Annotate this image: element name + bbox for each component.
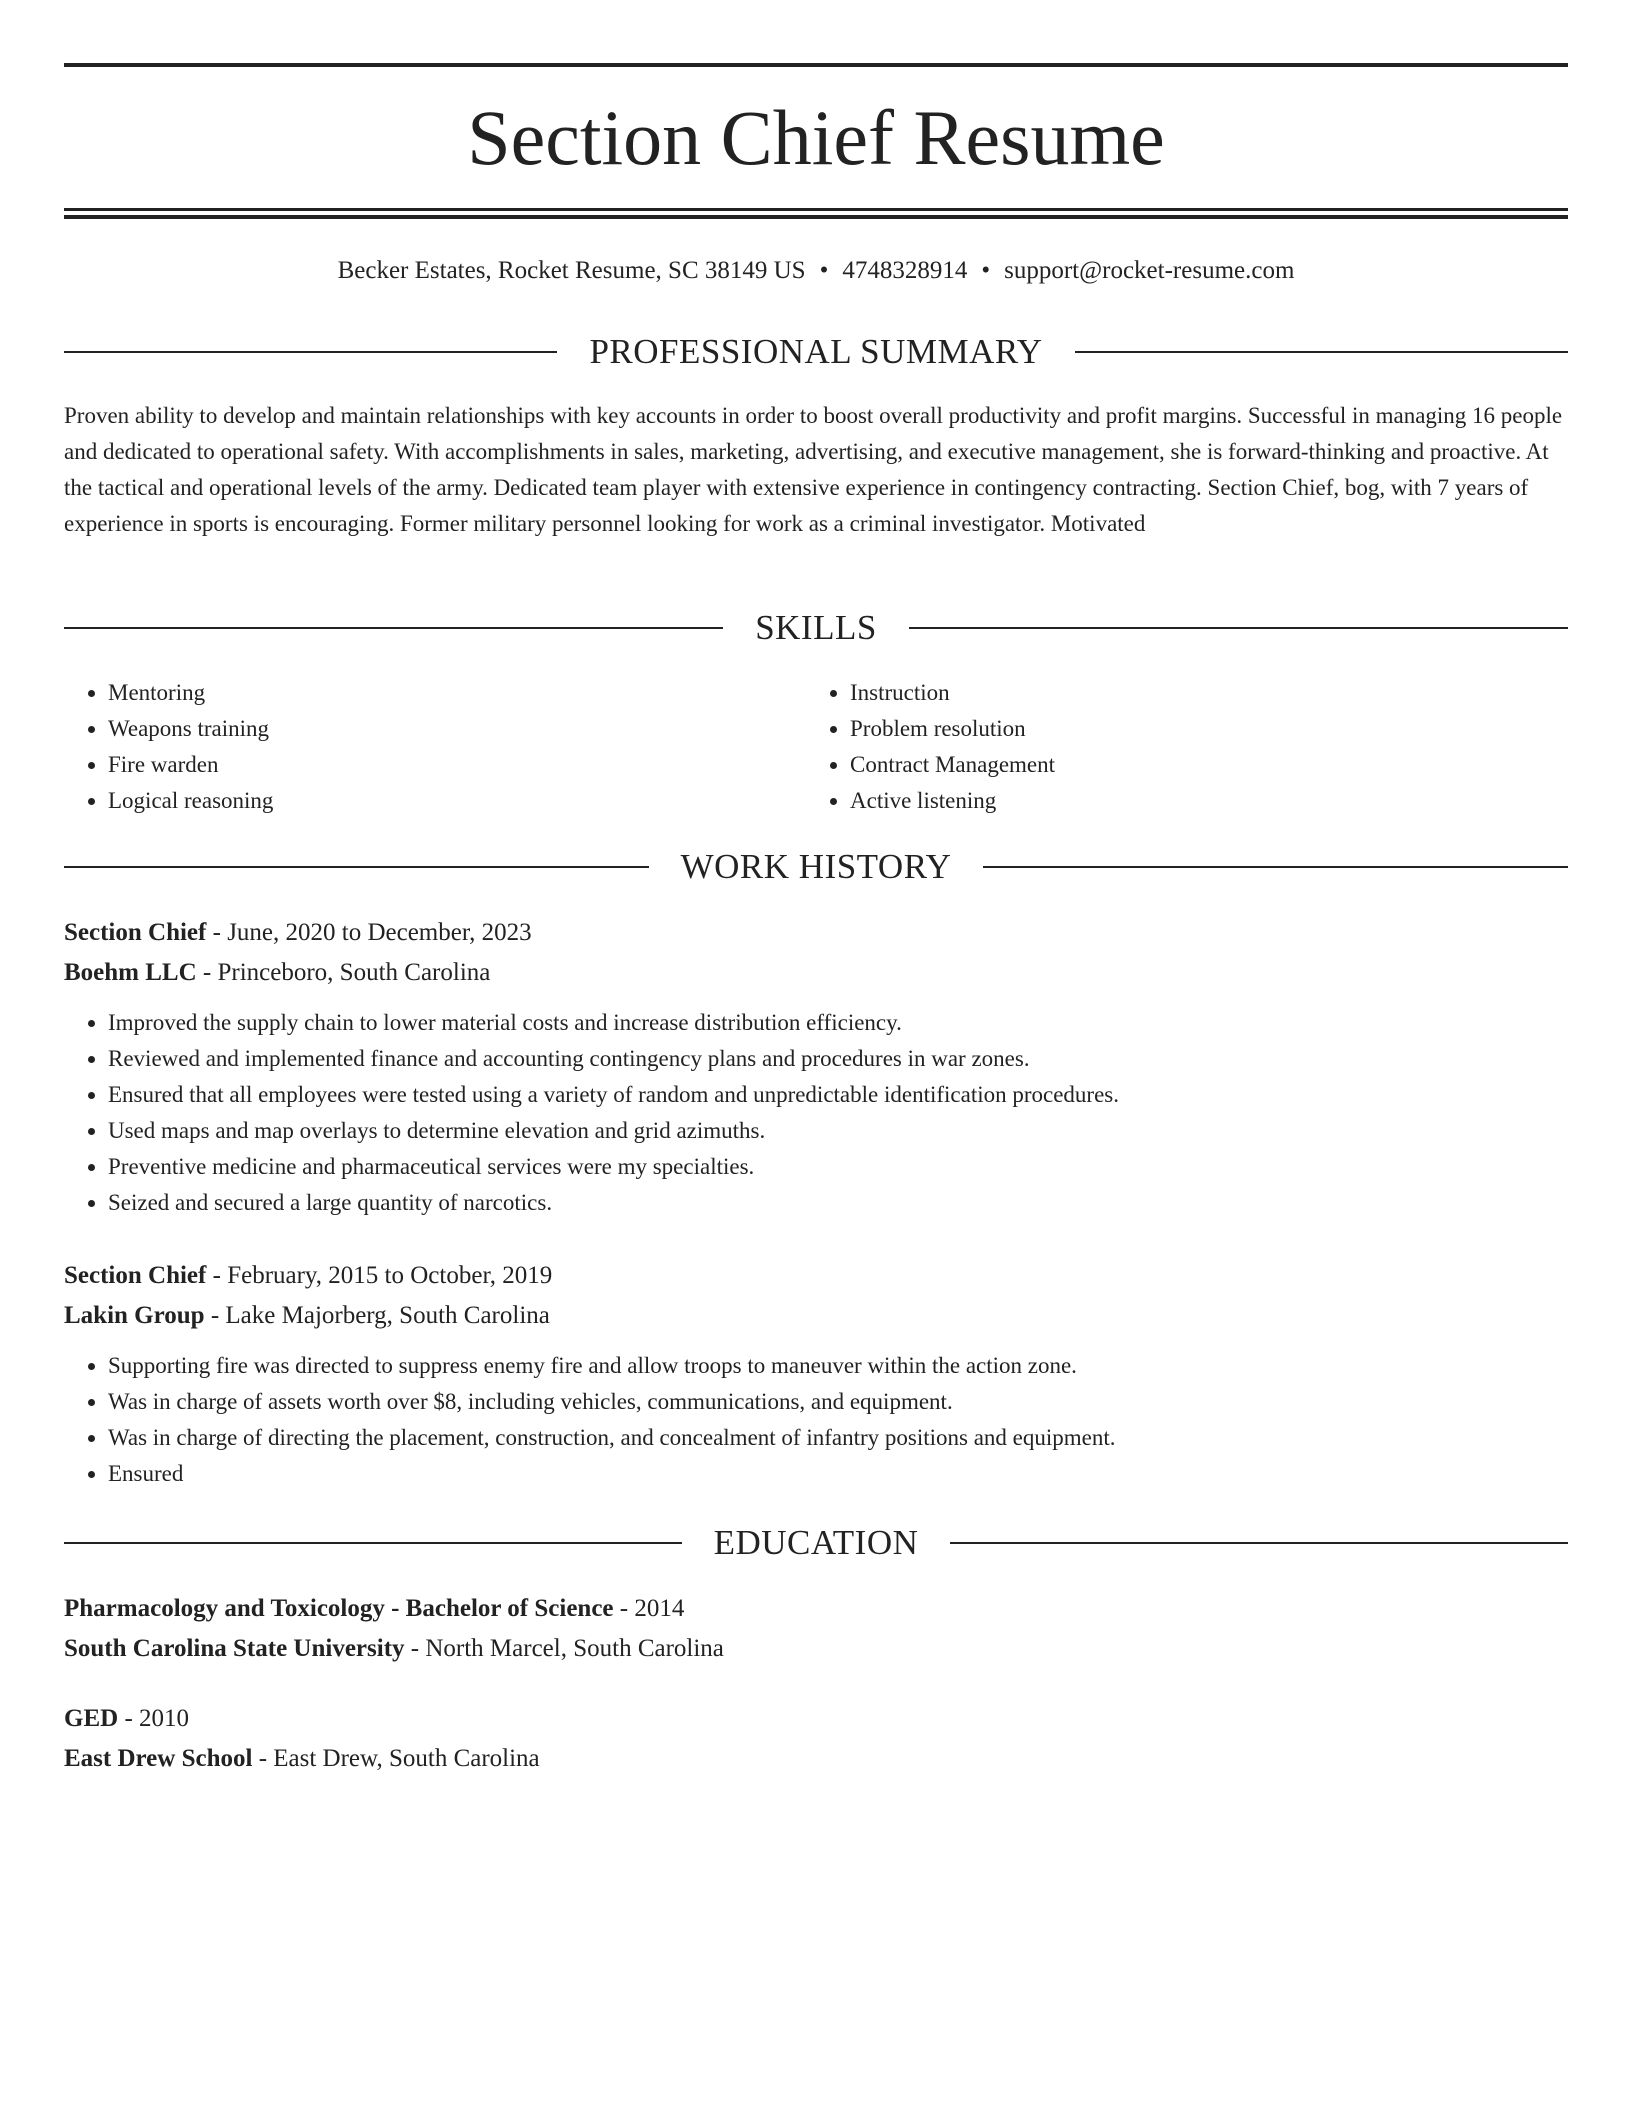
heading-rule bbox=[983, 866, 1568, 868]
job-title: Section Chief bbox=[64, 1262, 207, 1289]
education-entry bbox=[64, 1589, 1568, 1669]
heading-rule bbox=[64, 866, 649, 868]
job-dates: June, 2020 to December, 2023 bbox=[227, 919, 532, 946]
education-degree: GED bbox=[64, 1705, 119, 1732]
job-company: Lakin Group bbox=[64, 1302, 205, 1329]
separator-dash: - bbox=[212, 1262, 221, 1289]
job-dates: February, 2015 to October, 2019 bbox=[227, 1262, 553, 1289]
education-year: 2014 bbox=[634, 1595, 685, 1622]
skills-column-right bbox=[806, 675, 1548, 819]
contact-phone: 4748328914 bbox=[842, 257, 968, 284]
heading-rule bbox=[950, 1542, 1568, 1544]
heading-rule bbox=[909, 627, 1568, 629]
job-bullet: • Supporting fire was directed to suppress enemy fire and allow troops to maneuver within the action zone. bbox=[108, 1348, 1568, 1384]
skills-list bbox=[64, 675, 1568, 819]
education-school-line bbox=[64, 1739, 1568, 1779]
contact-separator: • bbox=[981, 257, 991, 284]
education-location: North Marcel, South Carolina bbox=[425, 1635, 724, 1662]
education-year: 2010 bbox=[139, 1705, 190, 1732]
separator-dash: - bbox=[619, 1595, 629, 1622]
section-heading-skills bbox=[64, 606, 1568, 650]
section-title: WORK HISTORY bbox=[680, 847, 952, 886]
job-bullet: • Seized and secured a large quantity of narcotics. bbox=[108, 1185, 1568, 1221]
separator-dash: - bbox=[410, 1635, 420, 1662]
job-bullet: • Improved the supply chain to lower material costs and increase distribution efficiency. bbox=[108, 1005, 1568, 1041]
job-title-line bbox=[64, 1256, 1568, 1296]
education-location: East Drew, South Carolina bbox=[273, 1745, 540, 1772]
job-bullets bbox=[64, 1005, 1568, 1221]
skill-item: • Logical reasoning bbox=[108, 783, 806, 819]
education-degree-line bbox=[64, 1699, 1568, 1739]
heading-rule bbox=[1075, 351, 1568, 353]
contact-separator: • bbox=[819, 257, 829, 284]
job-bullet: • Reviewed and implemented finance and accounting contingency plans and procedures in war zones. bbox=[108, 1041, 1568, 1077]
contact-line bbox=[64, 254, 1568, 288]
job-location: Lake Majorberg, South Carolina bbox=[225, 1302, 550, 1329]
job-company: Boehm LLC bbox=[64, 959, 197, 986]
header-top-rule bbox=[64, 63, 1568, 67]
separator-dash: - bbox=[202, 959, 212, 986]
skill-item: • Active listening bbox=[850, 783, 1548, 819]
job-title: Section Chief bbox=[64, 919, 207, 946]
job-location: Princeboro, South Carolina bbox=[217, 959, 491, 986]
skills-column-left bbox=[64, 675, 806, 819]
skill-item: • Contract Management bbox=[850, 747, 1548, 783]
heading-rule bbox=[64, 351, 557, 353]
education-entry bbox=[64, 1699, 1568, 1779]
header-double-rule-upper bbox=[64, 208, 1568, 211]
education-school-line bbox=[64, 1629, 1568, 1669]
education-degree-line bbox=[64, 1589, 1568, 1629]
heading-rule bbox=[64, 1542, 682, 1544]
contact-address: Becker Estates, Rocket Resume, SC 38149 US bbox=[337, 257, 806, 284]
section-heading-summary bbox=[64, 330, 1568, 374]
separator-dash: - bbox=[210, 1302, 220, 1329]
education-school: East Drew School bbox=[64, 1745, 253, 1772]
education-school: South Carolina State University bbox=[64, 1635, 405, 1662]
resume-title: Section Chief Resume bbox=[467, 94, 1165, 181]
job-bullets bbox=[64, 1348, 1568, 1492]
section-heading-work-history bbox=[64, 845, 1568, 889]
education-degree: Pharmacology and Toxicology - Bachelor of Science bbox=[64, 1595, 614, 1622]
heading-rule bbox=[64, 627, 723, 629]
section-title: PROFESSIONAL SUMMARY bbox=[589, 332, 1043, 371]
job-bullet: • Used maps and map overlays to determine elevation and grid azimuths. bbox=[108, 1113, 1568, 1149]
separator-dash: - bbox=[124, 1705, 133, 1732]
section-title: SKILLS bbox=[755, 608, 877, 647]
section-title: EDUCATION bbox=[713, 1523, 919, 1562]
job-bullet: • Ensured that all employees were tested using a variety of random and unpredictable identification procedures. bbox=[108, 1077, 1568, 1113]
skill-item: • Instruction bbox=[850, 675, 1548, 711]
header-double-rule-lower bbox=[64, 215, 1568, 219]
separator-dash: - bbox=[258, 1745, 268, 1772]
job-bullet: • Was in charge of directing the placement, construction, and concealment of infantry positions and equipment. bbox=[108, 1420, 1568, 1456]
separator-dash: - bbox=[212, 919, 221, 946]
job-bullet: • Preventive medicine and pharmaceutical services were my specialties. bbox=[108, 1149, 1568, 1185]
skill-item: • Fire warden bbox=[108, 747, 806, 783]
job-bullet: • Was in charge of assets worth over $8, including vehicles, communications, and equipment. bbox=[108, 1384, 1568, 1420]
skill-item: • Problem resolution bbox=[850, 711, 1548, 747]
professional-summary-text: Proven ability to develop and maintain relationships with key accounts in order to boost overall productivity and profit margins. Successful in managing 16 people and dedicated to operational safety. With accomplishments in sales, marketing, advertising, and executive management, she is forward-thinking and proactive. At the tactical and operational levels of the army. Dedicated team player with extensive experience in contingency contracting. Section Chief, bog, with 7 years of experience in sports is encouraging. Former military personnel looking for work as a criminal investigator. Motivated bbox=[64, 403, 1563, 536]
job-bullet: • Ensured bbox=[108, 1456, 1568, 1492]
contact-email: support@rocket-resume.com bbox=[1004, 257, 1295, 284]
job-title-line bbox=[64, 913, 1568, 953]
skill-item: • Weapons training bbox=[108, 711, 806, 747]
work-entry bbox=[64, 913, 1568, 1221]
job-company-line bbox=[64, 1296, 1568, 1336]
section-heading-education bbox=[64, 1521, 1568, 1565]
work-entry bbox=[64, 1256, 1568, 1492]
job-company-line bbox=[64, 953, 1568, 993]
skill-item: • Mentoring bbox=[108, 675, 806, 711]
